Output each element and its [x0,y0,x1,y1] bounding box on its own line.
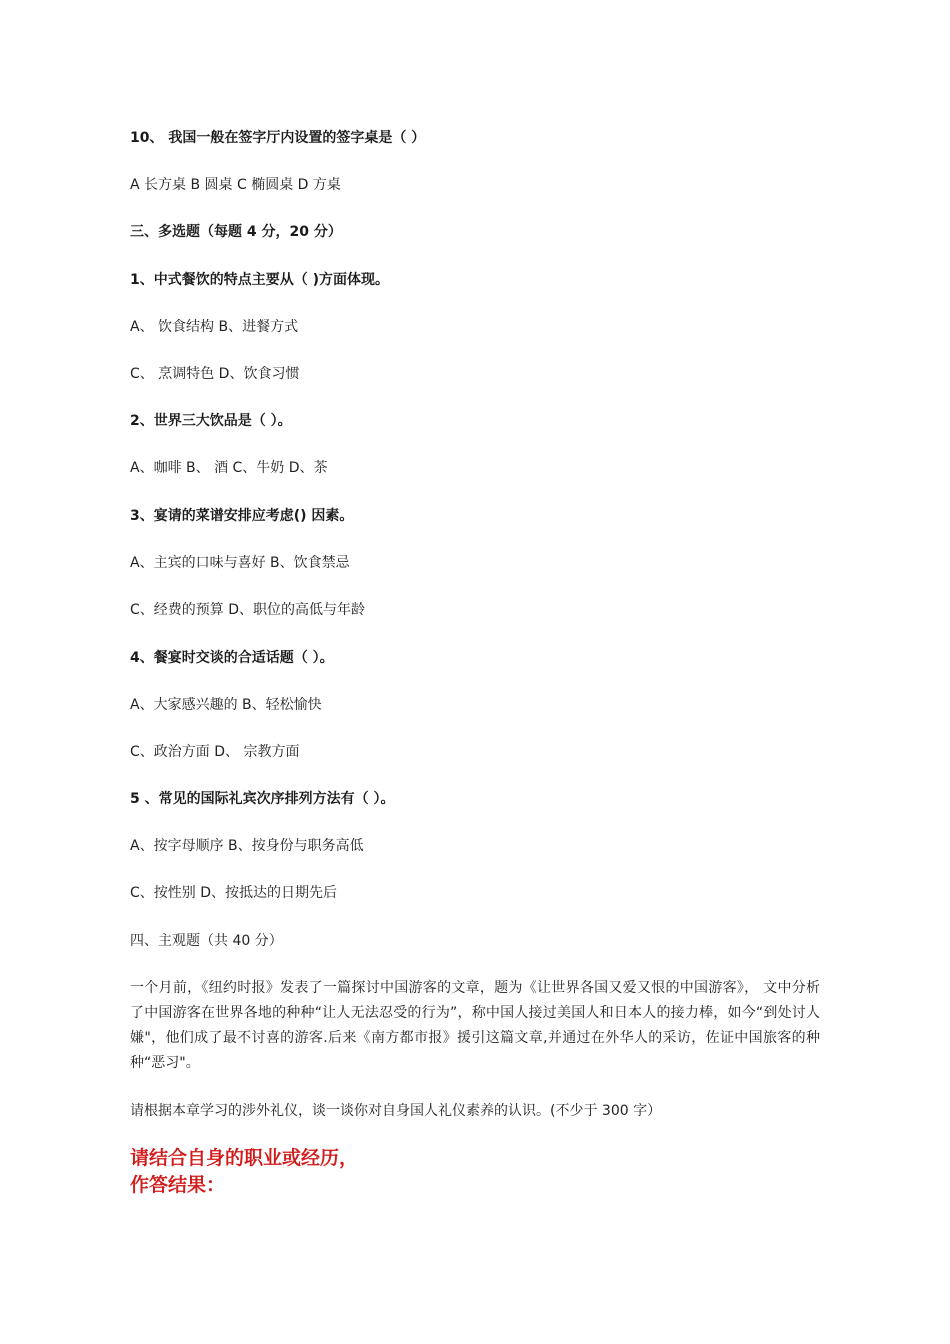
question-10-title: 10、 我国一般在签字厅内设置的签字桌是（ ） [130,130,426,146]
multi-question-1-options-cd: C、 烹调特色 D、饮食习惯 [130,366,300,382]
multi-question-5-options-ab: A、按字母顺序 B、按身份与职务高低 [130,838,364,854]
question-10-options: A 长方桌 B 圆桌 C 椭圆桌 D 方桌 [130,177,341,193]
essay-paragraph: 一个月前，《纽约时报》发表了一篇探讨中国游客的文章，题为《让世界各国又爱又恨的中国游客》， 文中分析了中国游客在世界各地的种种“让人无法忍受的行为”，称中国人接过美国人和日本人的接力棒，如今“到处讨人嫌"，他们成了最不讨喜的游客.后来《南方都市报》援引这篇文章,并通过在外华人的采访，佐证中国旅客的种种“恶习"。 [130,980,820,1071]
section-3-heading: 三、多选题（每题 4 分，20 分） [130,224,342,240]
section-4-heading: 四、主观题（共 40 分） [130,933,283,949]
essay-prompt: 请根据本章学习的涉外礼仪，谈一谈你对自身国人礼仪素养的认识。(不少于 300 字） [130,1103,662,1119]
multi-question-2-title: 2、世界三大饮品是（ ）。 [130,413,292,429]
multi-question-4-options-cd: C、政治方面 D、 宗教方面 [130,744,300,760]
multi-question-5-title: 5 、常见的国际礼宾次序排列方法有（ ）。 [130,791,395,807]
answer-instruction-line-1: 请结合自身的职业或经历， [130,1147,359,1169]
multi-question-4-options-ab: A、大家感兴趣的 B、轻松愉快 [130,697,322,713]
multi-question-4-title: 4、餐宴时交谈的合适话题（ ）。 [130,650,334,666]
multi-question-5-options-cd: C、按性别 D、按抵达的日期先后 [130,885,338,901]
multi-question-3-options-ab: A、主宾的口味与喜好 B、饮食禁忌 [130,555,350,571]
multi-question-3-options-cd: C、经费的预算 D、职位的高低与年龄 [130,602,366,618]
answer-instruction-line-2: 作答结果： [130,1174,226,1196]
multi-question-1-title: 1、中式餐饮的特点主要从（ )方面体现。 [130,272,390,288]
multi-question-2-options: A、咖啡 B、 酒 C、牛奶 D、茶 [130,460,328,476]
multi-question-1-options-ab: A、 饮食结构 B、进餐方式 [130,319,299,335]
multi-question-3-title: 3、宴请的菜谱安排应考虑() 因素。 [130,508,354,524]
